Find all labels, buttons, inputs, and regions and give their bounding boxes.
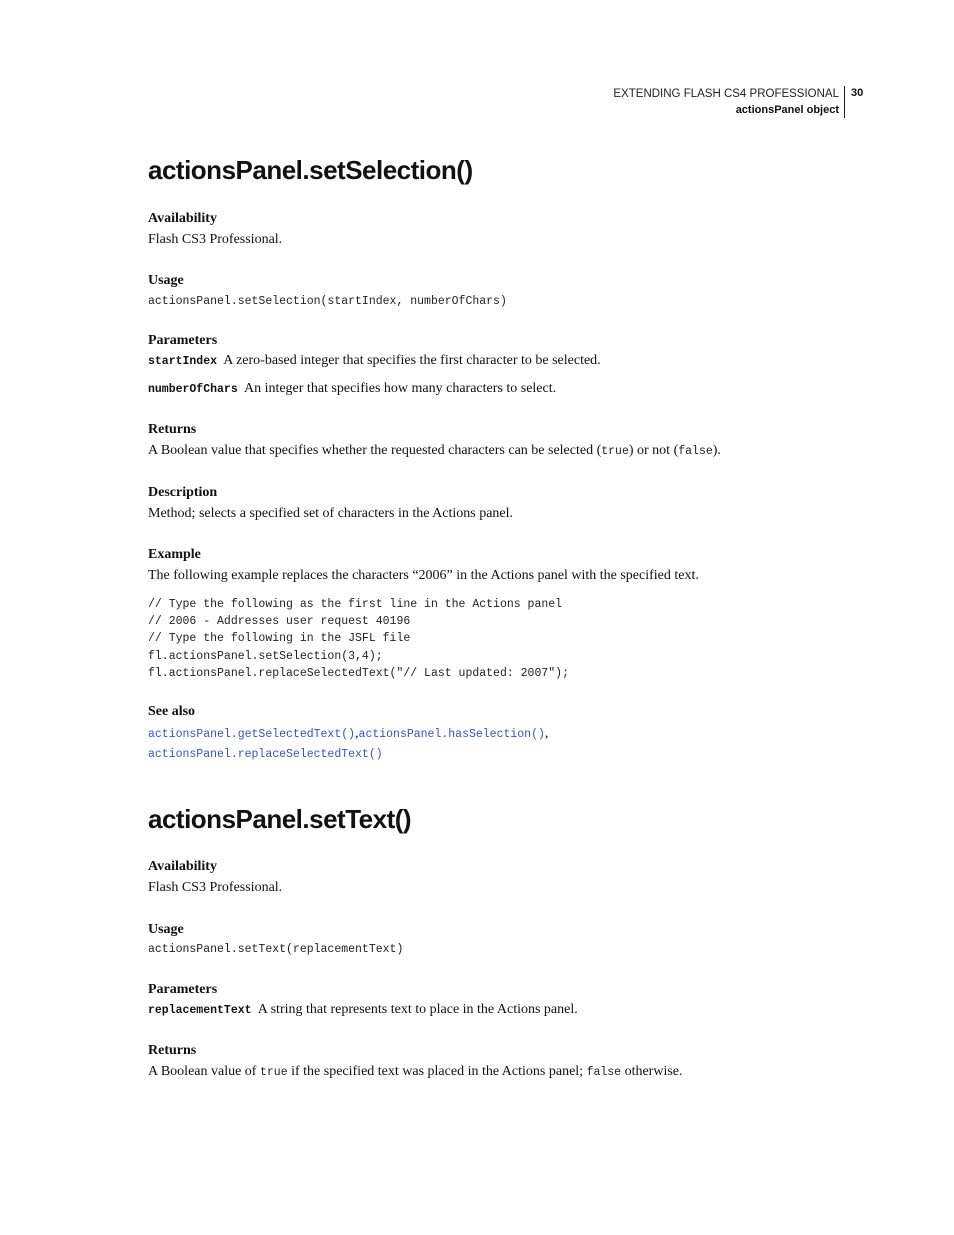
code-line: fl.actionsPanel.replaceSelectedText("// Last updated: 2007"); (148, 666, 569, 680)
usage-code: actionsPanel.setSelection(startIndex, numberOfChars) (148, 295, 507, 308)
link-hasselection[interactable]: actionsPanel.hasSelection() (358, 728, 545, 741)
code-true: true (259, 1066, 288, 1079)
code-false: false (678, 445, 713, 458)
returns-text-part: A Boolean value that specifies whether the requested characters can be selected ( (148, 443, 602, 458)
returns-label: Returns (148, 1043, 197, 1058)
example-text: The following example replaces the characters “2006” in the Actions panel with the specified text. (148, 568, 699, 583)
section-title-setselection: actionsPanel.setSelection() (148, 155, 473, 185)
see-also-links (148, 726, 548, 742)
see-also-label: See also (148, 704, 196, 719)
page-number: 30 (851, 87, 864, 99)
code-false: false (586, 1066, 622, 1079)
returns-text-part: ) or not ( (628, 443, 679, 458)
parameter-row (148, 1002, 578, 1018)
running-header-subtitle: actionsPanel object (735, 104, 839, 116)
parameter-name: startIndex (148, 355, 218, 368)
usage-label: Usage (148, 922, 184, 937)
returns-label: Returns (148, 422, 197, 437)
availability-text: Flash CS3 Professional. (148, 880, 283, 895)
availability-text: Flash CS3 Professional. (148, 232, 283, 247)
section-title-settext: actionsPanel.setText() (148, 804, 412, 834)
code-line: // 2006 - Addresses user request 40196 (148, 615, 411, 629)
availability-label: Availability (148, 211, 217, 226)
parameter-name: replacementText (148, 1004, 252, 1017)
parameter-description: A string that represents text to place in the Actions panel. (257, 1002, 578, 1017)
link-replaceselectedtext[interactable]: actionsPanel.replaceSelectedText() (148, 748, 383, 761)
parameter-name: numberOfChars (148, 383, 238, 396)
parameter-row (148, 381, 556, 397)
availability-label: Availability (148, 859, 217, 874)
returns-text-part: A Boolean value of (148, 1064, 260, 1079)
description-label: Description (148, 485, 218, 500)
usage-label: Usage (148, 273, 184, 288)
parameters-label: Parameters (148, 333, 218, 348)
parameter-row (148, 353, 601, 369)
returns-text-part: otherwise. (621, 1064, 683, 1079)
header-divider (844, 86, 845, 118)
returns-text (148, 1064, 683, 1080)
returns-text (148, 443, 721, 459)
example-code-block (148, 596, 569, 682)
separator: , (544, 726, 549, 741)
code-line: // Type the following in the JSFL file (148, 632, 411, 646)
running-header-title: EXTENDING FLASH CS4 PROFESSIONAL (613, 88, 839, 100)
code-line: // Type the following as the first line in the Actions panel (148, 598, 563, 611)
returns-text-part: ). (712, 443, 721, 458)
parameters-label: Parameters (148, 982, 218, 997)
usage-code: actionsPanel.setText(replacementText) (148, 943, 404, 956)
returns-text-part: if the specified text was placed in the Actions panel; (287, 1064, 587, 1079)
example-label: Example (148, 547, 201, 562)
code-line: fl.actionsPanel.setSelection(3,4); (148, 649, 383, 663)
description-text: Method; selects a specified set of characters in the Actions panel. (148, 506, 514, 521)
parameter-description: A zero-based integer that specifies the first character to be selected. (223, 353, 601, 368)
parameter-description: An integer that specifies how many characters to select. (243, 381, 557, 396)
link-getselectedtext[interactable]: actionsPanel.getSelectedText() (148, 728, 356, 741)
code-true: true (601, 445, 629, 458)
see-also-links (148, 746, 383, 762)
separator: , (355, 726, 359, 741)
